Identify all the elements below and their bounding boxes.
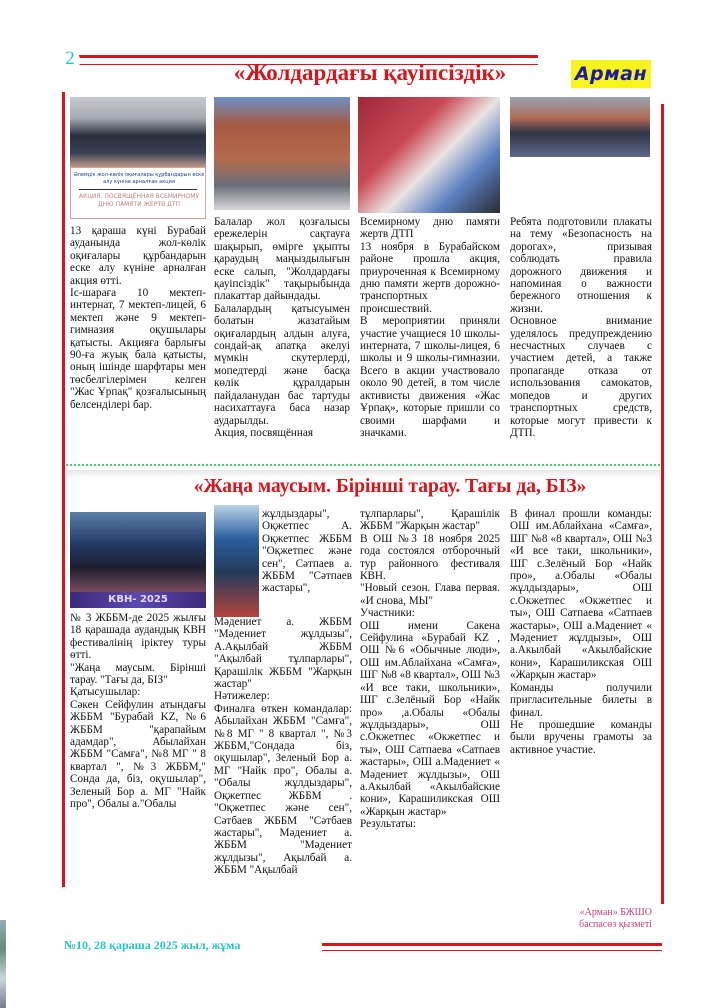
paragraph: Не прошедшие команды были вручены грамоты за активное участие. bbox=[510, 718, 652, 756]
paragraph: 13 ноября в Бурабайском районе прошла акция, приуроченная к Всемирному дню памяти жертв дорожно-транспортных происшествий. bbox=[360, 240, 500, 315]
article2-column-3 bbox=[360, 508, 500, 831]
photo-kvn-team bbox=[214, 505, 259, 617]
paragraph: Сәкен Сейфулин атындағы ЖББМ "Бурабай KZ, №6 ЖББМ "қарапайым адамдар", Абылайхан ЖББМ "Самға", №8 МГ " 8 квартал ", №3 ЖББМ," Сонда да, біз, оқушылар", Зеленый Бор а. МГ "Найк про", Обалы а."Обалы bbox=[70, 698, 206, 811]
footer-rule bbox=[322, 943, 662, 951]
kvn-photo-label: КВН- 2025 bbox=[70, 592, 206, 608]
right-border-rule bbox=[661, 104, 664, 904]
credit-line: баспасөз қызметі bbox=[579, 919, 652, 930]
paragraph: № 3 ЖББМ-де 2025 жылғы 18 қарашада аудандық КВН фестивалінің іріктеу туры өтті. bbox=[70, 612, 206, 662]
caption-russian: АКЦИЯ, ПОСВЯЩЁННАЯ ВСЕМИРНОМУ ДНЮ ПАМЯТИ ЖЕРТВ ДТП bbox=[78, 193, 200, 208]
paragraph: Қатысушылар: bbox=[70, 686, 141, 699]
paragraph: Ребята подготовили плакаты на тему «Безопасность на дорогах», призывая соблюдать правила дорожного движения и напоминая о важности бережного отношения к жизни. bbox=[510, 216, 652, 315]
photo-police-cars bbox=[214, 97, 350, 210]
paragraph: В ОШ №3 18 ноября 2025 года состоялся отборочный тур районного фестиваля КВН. bbox=[360, 532, 500, 583]
photo-students-poster bbox=[358, 97, 500, 213]
caption-kazakh: Әлемдік жол-көлік оқиғалары құрбандарын еске алу күніне арналған акция bbox=[73, 172, 205, 185]
issue-date: №10, 28 қараша 2025 жыл, жұма bbox=[64, 938, 241, 952]
article-title: «Жолдардағы қауіпсіздік» bbox=[233, 60, 507, 85]
paragraph: Мәдениет а. ЖББМ "Мәдениет жұлдызы", А.Ақылбай ЖББМ "Ақылбай тұлпарлары", Қарашілік ЖББМ "Жарқын жастар" bbox=[214, 616, 352, 691]
paragraph: В финал прошли команды: ОШ им.Аблайхана «Самға», ШГ №8 «8 квартал», ОШ №3 «И все таки, школьники», ШГ с.Зелёный Бор «Найк про», а.Обалы «Обалы жұлдыздары», ОШ с.Окжетпес «Окжетпес и ты», ОШ Сатпаева «Сатпаев жастары», ОШ а.Мадениет « Мәдениет жұлдызы», ОШ а.Акылбай «Акылбайские кони», Карашиликская ОШ «Жарқын жастар» bbox=[510, 508, 652, 682]
paragraph: жұлдыздары", Оқжетпес А. Оқжетпес ЖББМ "Оқжетпес және сен", Сәтпаев а. ЖББМ "Сәтпаев жастары", bbox=[262, 508, 352, 595]
article1-column-2 bbox=[214, 216, 350, 439]
paragraph: Команды получили пригласительные билеты в финал. bbox=[510, 681, 652, 719]
article2-column-1 bbox=[70, 612, 206, 811]
paragraph: Участники: bbox=[360, 607, 415, 620]
article2-column-2 bbox=[214, 616, 352, 877]
photo-kvn-group bbox=[70, 512, 206, 592]
paragraph: "Жаңа маусым. Бірінші тарау. "Тағы да, БІЗ" bbox=[70, 661, 206, 687]
paragraph: В мероприятии приняли участие учащиеся 10 школы-интерната, 7 школы-лицея, 6 школы и 9 школы-гимназии. Всего в акции участвовало около 90 детей, в том числе активисты движения «Жас Ұрпақ», которые пришли со своими шарфами и значками. bbox=[360, 315, 500, 439]
article1-column-4 bbox=[510, 216, 652, 439]
paragraph: Іс-шараға 10 мектеп-интернат, 7 мектеп-лицей, 6 мектеп және 9 мектеп-гимназия оқушылары қатысты. Акцияға барлығы 90-ға жуық бала қатысты, оның ішінде шарфтары мен төсбелгілерімен келген "Жас Ұрпақ" қозғалысының белсенділері бар. bbox=[70, 287, 206, 411]
paragraph: Основное внимание уделялось предупреждению несчастных случаев с участием детей, а также пропаганде отказа от использования самокатов, мопедов и других транспортных средств, которые могут привести к ДТП. bbox=[510, 315, 652, 439]
paragraph: Нәтижелер: bbox=[214, 690, 270, 703]
adjacent-page-edge bbox=[0, 920, 6, 1008]
paragraph: Финалға өткен командалар: Абылайхан ЖББМ "Самға", №8 МГ " 8 квартал ", №3 ЖББМ,"Сондада біз, оқушылар", Зеленый Бор а. МГ "Найк про", Обалы а. "Обалы жұлдыздары", Оқжетпес ЖББМ . "Оқжетпес және сен", Сәтбаев ЖББМ "Сәтбаев жастары", Мәдениет а. ЖББМ "Мәдениет жұлдызы", Ақылбай а. ЖББМ "Ақылбай bbox=[214, 702, 352, 877]
paragraph: Результаты: bbox=[360, 818, 416, 831]
left-border-rule-lower bbox=[62, 472, 65, 887]
caption-divider bbox=[79, 189, 197, 190]
dotted-divider bbox=[66, 464, 660, 466]
paragraph: Акция, посвящённая bbox=[214, 426, 313, 439]
article2-column-4 bbox=[510, 508, 652, 756]
credit-line: «Арман» БЖШО bbox=[579, 907, 652, 918]
article1-column-3 bbox=[360, 216, 500, 439]
newspaper-logo: Арман bbox=[571, 60, 651, 88]
paragraph: Балалар жол қозғалысы ережелерін сақтауға шақырып, өмірге ұқыпты қараудың маңыздылығын еске салып, "Жолдардағы қауіпсіздік" тақырыбында плакаттар дайындады. bbox=[214, 216, 350, 303]
photo-caption-card bbox=[70, 167, 206, 219]
photo-group-assembly bbox=[70, 97, 206, 167]
article2-title: «Жаңа маусым. Бірінші тарау. Тағы да, БІЗ» bbox=[193, 476, 587, 497]
page-number: 2 bbox=[60, 48, 80, 74]
paragraph: Всемирному дню памяти жертв ДТП bbox=[360, 216, 500, 241]
press-service-credit bbox=[540, 907, 652, 931]
paragraph: 13 қараша күні Бурабай ауданында жол-көлік оқиғалары құрбандарын еске алу күніне арналған акция өтті. bbox=[70, 225, 206, 287]
article2-column-2-top bbox=[262, 508, 352, 595]
paragraph: "Новый сезон. Глава первая. «И снова, МЫ" bbox=[360, 582, 500, 607]
paragraph: Балалардың қатысуымен болатын жазатайым оқиғалардың алдын алуға, сондай-ақ апатқа әкелуі мүмкін скутерлерді, мопедтерді және басқа көлік құралдарын пайдаланудан бас тартуды насихаттауға баса назар аударылды. bbox=[214, 302, 350, 427]
article1-column-1 bbox=[70, 225, 206, 411]
photo-school-building bbox=[510, 97, 650, 157]
paragraph: тұлпарлары", Қарашілік ЖББМ "Жарқын жастар" bbox=[360, 508, 500, 533]
paragraph: ОШ имени Сакена Сейфулина «Бурабай KZ , ОШ №6 «Обычные люди», ОШ им.Аблайхана «Самға», ШГ №8 «8 квартал», ОШ №3 «И все таки, школьники», ШГ с.Зелёный Бор «Найк про» ,а.Обалы «Обалы жұлдыздары», ОШ с.Окжетпес «Окжетпес и ты», ОШ Сатпаева «Сатпаев жастары», ОШ а.Мадениет « Мәдениет жұлдызы», ОШ а.Акылбай «Акылбайские кони», Карашиликская ОШ «Жарқын жастар» bbox=[360, 619, 500, 818]
